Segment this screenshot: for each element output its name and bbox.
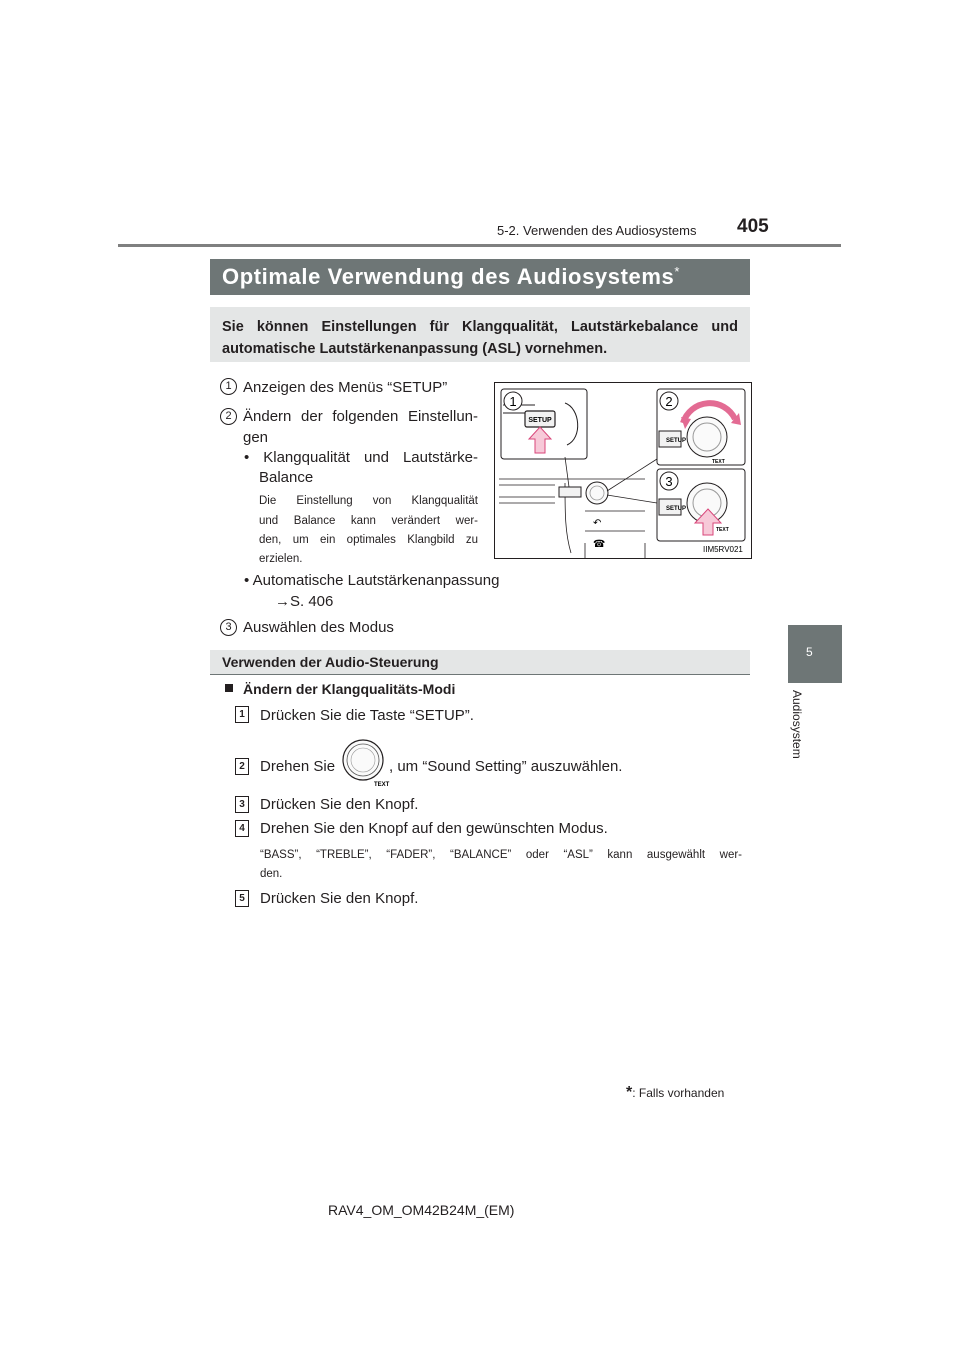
tune-knob-icon [340,738,390,788]
footnote-text: : Falls vorhanden [632,1086,725,1100]
chapter-label [790,690,804,770]
proc-step-3-text: Drücken Sie den Knopf. [260,796,419,813]
figure-code: IIM5RV021 [703,545,743,554]
audio-control-figure [494,382,752,559]
procedure-heading: Ändern der Klangqualitäts-Modi [243,681,456,697]
text-label-knob-1: TEXT [712,459,725,465]
proc-step-box-4: 4 [235,820,249,837]
availability-star: * [674,264,681,279]
footnote [626,1084,724,1102]
proc-step-box-5: 5 [235,890,249,907]
proc-note-line2: den. [260,868,283,880]
chapter-number: 5 [806,645,813,659]
text-label-knob-2: TEXT [716,527,729,533]
page-title-text: Optimale Verwendung des Audiosystems [222,264,675,289]
proc-step-2-after: , um “Sound Setting” auszuwählen. [389,758,623,775]
intro-text: Sie können Einstellungen für Klangqualität, Lautstärkebalance und automatische Lautstärkenanpassung (ASL) vornehmen. [222,319,738,357]
section-heading: 5-2. Verwenden des Audiosystems [497,223,697,238]
setup-label-inset-3: SETUP [666,506,687,512]
knob-main [586,482,608,504]
phone-icon: ☎ [593,539,606,550]
chapter-tab [788,625,842,683]
step-3-text: Auswählen des Modus [243,619,394,636]
step-2-line2: gen [243,429,269,446]
bullet-1-line2: Balance [259,469,314,486]
bullet-1-line1: • Klangqualität und Lautstärke- [244,449,478,466]
proc-step-4-text: Drehen Sie den Knopf auf den gewünschten Modus. [260,820,608,837]
callout-2: 2 [665,394,673,409]
proc-note-line1: “BASS”, “TREBLE”, “FADER”, “BALANCE” oder “ASL” kann ausgewählt wer- [260,849,742,861]
back-icon: ↶ [593,518,602,529]
proc-step-box-2: 2 [235,758,249,775]
proc-step-5-text: Drücken Sie den Knopf. [260,890,419,907]
proc-step-box-1: 1 [235,706,249,723]
document-code: RAV4_OM_OM42B24M_(EM) [328,1202,515,1218]
note-line-4: erzielen. [259,553,303,565]
step-circle-3: 3 [220,619,237,636]
setup-button-main [559,487,581,497]
callout-1: 1 [509,394,517,409]
header-divider [118,244,841,247]
proc-step-box-3: 3 [235,796,249,813]
note-line-3: den, um ein optimales Klangbild zu [259,534,478,546]
step-1-text: Anzeigen des Menüs “SETUP” [243,379,448,396]
footnote-star: * [626,1084,633,1101]
step-circle-2: 2 [220,408,237,425]
page-title [222,264,680,290]
subsection-title: Verwenden der Audio-Steuerung [222,654,439,670]
page-number: 405 [737,216,769,237]
setup-label-inset-2: SETUP [666,438,687,444]
note-line-1: Die Einstellung von Klangqualität [259,495,478,507]
setup-label-inset: SETUP [528,417,552,424]
proc-step-2-before: Drehen Sie [260,758,336,775]
note-line-2: und Balance kann verändert wer- [259,515,478,527]
tune-knob-text-label: TEXT [374,782,390,788]
bullet-2-line1: • Automatische Lautstärkenanpassung [244,572,500,589]
heading-bullet-square [225,684,233,692]
proc-step-1-text: Drücken Sie die Taste “SETUP”. [260,707,474,724]
chapter-label-text: Audiosystem [790,690,804,759]
step-circle-1: 1 [220,378,237,395]
audio-control-illustration [495,383,751,558]
step-2-line1: Ändern der folgenden Einstellun- [243,408,478,425]
callout-3: 3 [665,474,673,489]
bullet-2-line2: →S. 406 [275,593,334,610]
